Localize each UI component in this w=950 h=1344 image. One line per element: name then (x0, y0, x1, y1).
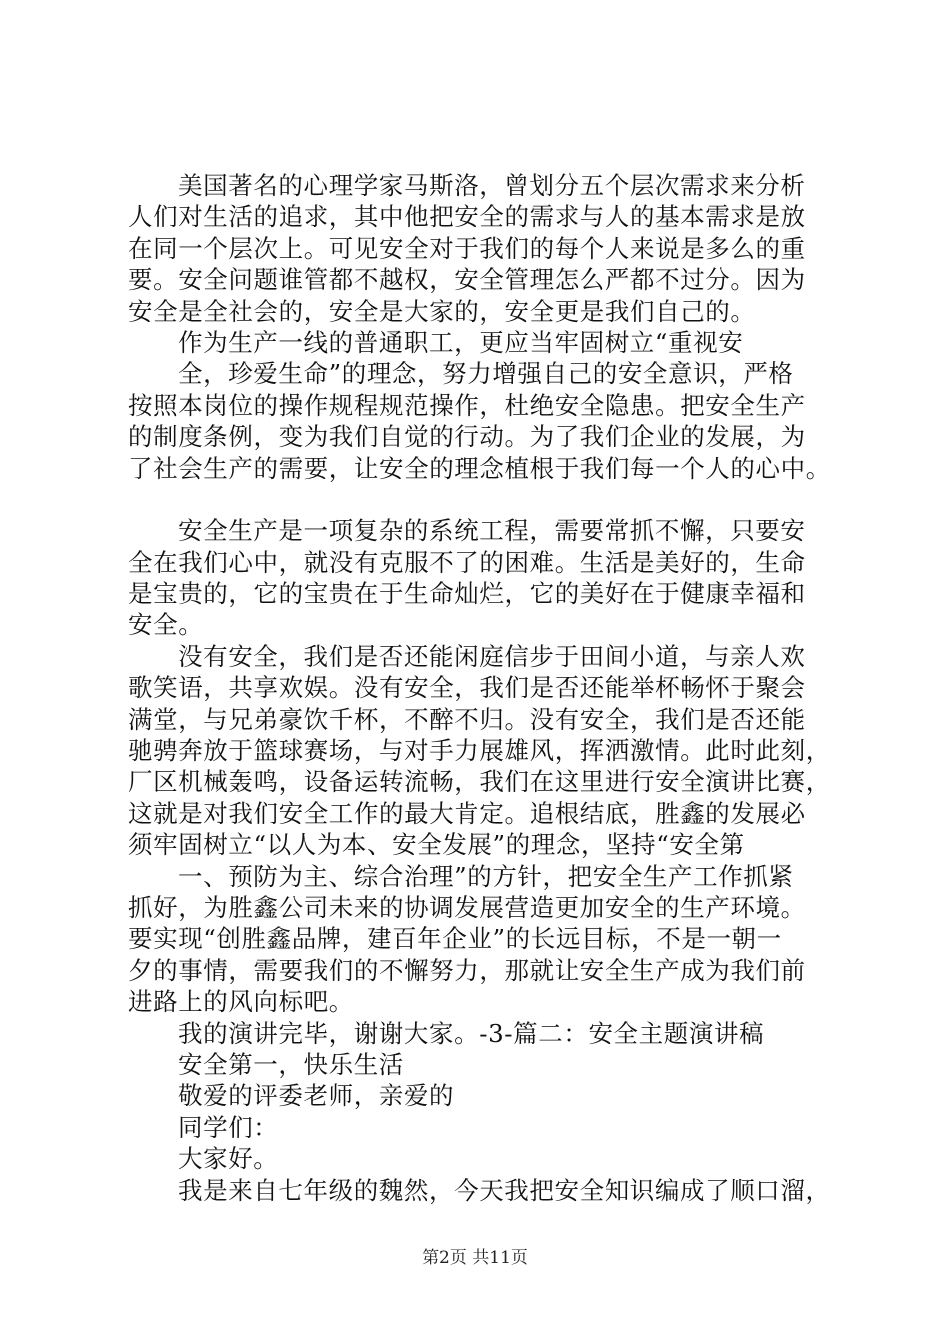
paragraph-line: 的制度条例，变为我们自觉的行动。为了我们企业的发展，为 (128, 422, 806, 452)
paragraph-line: 没有安全，我们是否还能闲庭信步于田间小道，与亲人欢 (178, 641, 806, 671)
paragraph-line: 敬爱的评委老师，亲爱的 (178, 1081, 455, 1111)
paragraph-line: 安全。 (128, 610, 204, 640)
paragraph-line: 安全第一，快乐生活 (178, 1049, 404, 1079)
paragraph-line: 全在我们心中，就没有克服不了的困难。生活是美好的，生命 (128, 547, 806, 577)
paragraph-line: 了社会生产的需要，让安全的理念植根于我们每一个人的心中。 (128, 453, 831, 483)
paragraph-line: 抓好，为胜鑫公司未来的协调发展营造更加安全的生产环境。 (128, 892, 806, 922)
paragraph-line: 按照本岗位的操作规程规范操作，杜绝安全隐患。把安全生产 (128, 390, 806, 420)
paragraph-line: 一、预防为主、综合治理”的方针，把安全生产工作抓紧 (178, 861, 794, 891)
page-number-footer: 第2页 共11页 (422, 1248, 528, 1268)
paragraph-line: 安全生产是一项复杂的系统工程，需要常抓不懈，只要安 (178, 516, 806, 546)
paragraph-line: 满堂，与兄弟豪饮千杯，不醉不归。没有安全，我们是否还能 (128, 704, 806, 734)
paragraph-line: 歌笑语，共享欢娱。没有安全，我们是否还能举杯畅怀于聚会 (128, 673, 806, 703)
paragraph-line: 美国著名的心理学家马斯洛，曾划分五个层次需求来分析 (178, 171, 806, 200)
paragraph-line: 要实现“创胜鑫品牌，建百年企业”的长远目标，不是一朝一 (128, 924, 782, 954)
paragraph-line: 作为生产一线的普通职工，更应当牢固树立“重视安 (178, 327, 744, 357)
paragraph-line: 夕的事情，需要我们的不懈努力，那就让安全生产成为我们前 (128, 955, 806, 985)
paragraph-line: 驰骋奔放于篮球赛场，与对手力展雄风，挥洒激情。此时此刻， (128, 736, 831, 766)
paragraph-line: 要。安全问题谁管都不越权，安全管理怎么严都不过分。因为 (128, 265, 806, 295)
paragraph-gap (128, 484, 828, 515)
paragraph-line: 是宝贵的，它的宝贵在于生命灿烂，它的美好在于健康幸福和 (128, 579, 806, 609)
paragraph-line: 我的演讲完毕，谢谢大家。-3-篇二：安全主题演讲稿 (178, 1018, 765, 1048)
paragraph-line: 同学们： (178, 1112, 279, 1142)
paragraph-line: 安全是全社会的，安全是大家的，安全更是我们自己的。 (128, 296, 756, 326)
paragraph-line: 进路上的风向标吧。 (128, 987, 354, 1017)
document-body (128, 170, 831, 1206)
paragraph-line: 这就是对我们安全工作的最大肯定。追根结底，胜鑫的发展必 (128, 798, 806, 828)
paragraph-line: 全，珍爱生命”的理念，努力增强自己的安全意识，严格 (178, 359, 794, 389)
paragraph-line: 人们对生活的追求，其中他把安全的需求与人的基本需求是放 (128, 202, 806, 232)
paragraph-line: 在同一个层次上。可见安全对于我们的每个人来说是多么的重 (128, 233, 806, 263)
paragraph-line: 我是来自七年级的魏然，今天我把安全知识编成了顺口溜， (178, 1175, 831, 1205)
paragraph-line: 须牢固树立“以人为本、安全发展”的理念，坚持“安全第 (128, 830, 745, 860)
paragraph-line: 大家好。 (178, 1144, 279, 1174)
paragraph-line: 厂区机械轰鸣，设备运转流畅，我们在这里进行安全演讲比赛， (128, 767, 831, 797)
